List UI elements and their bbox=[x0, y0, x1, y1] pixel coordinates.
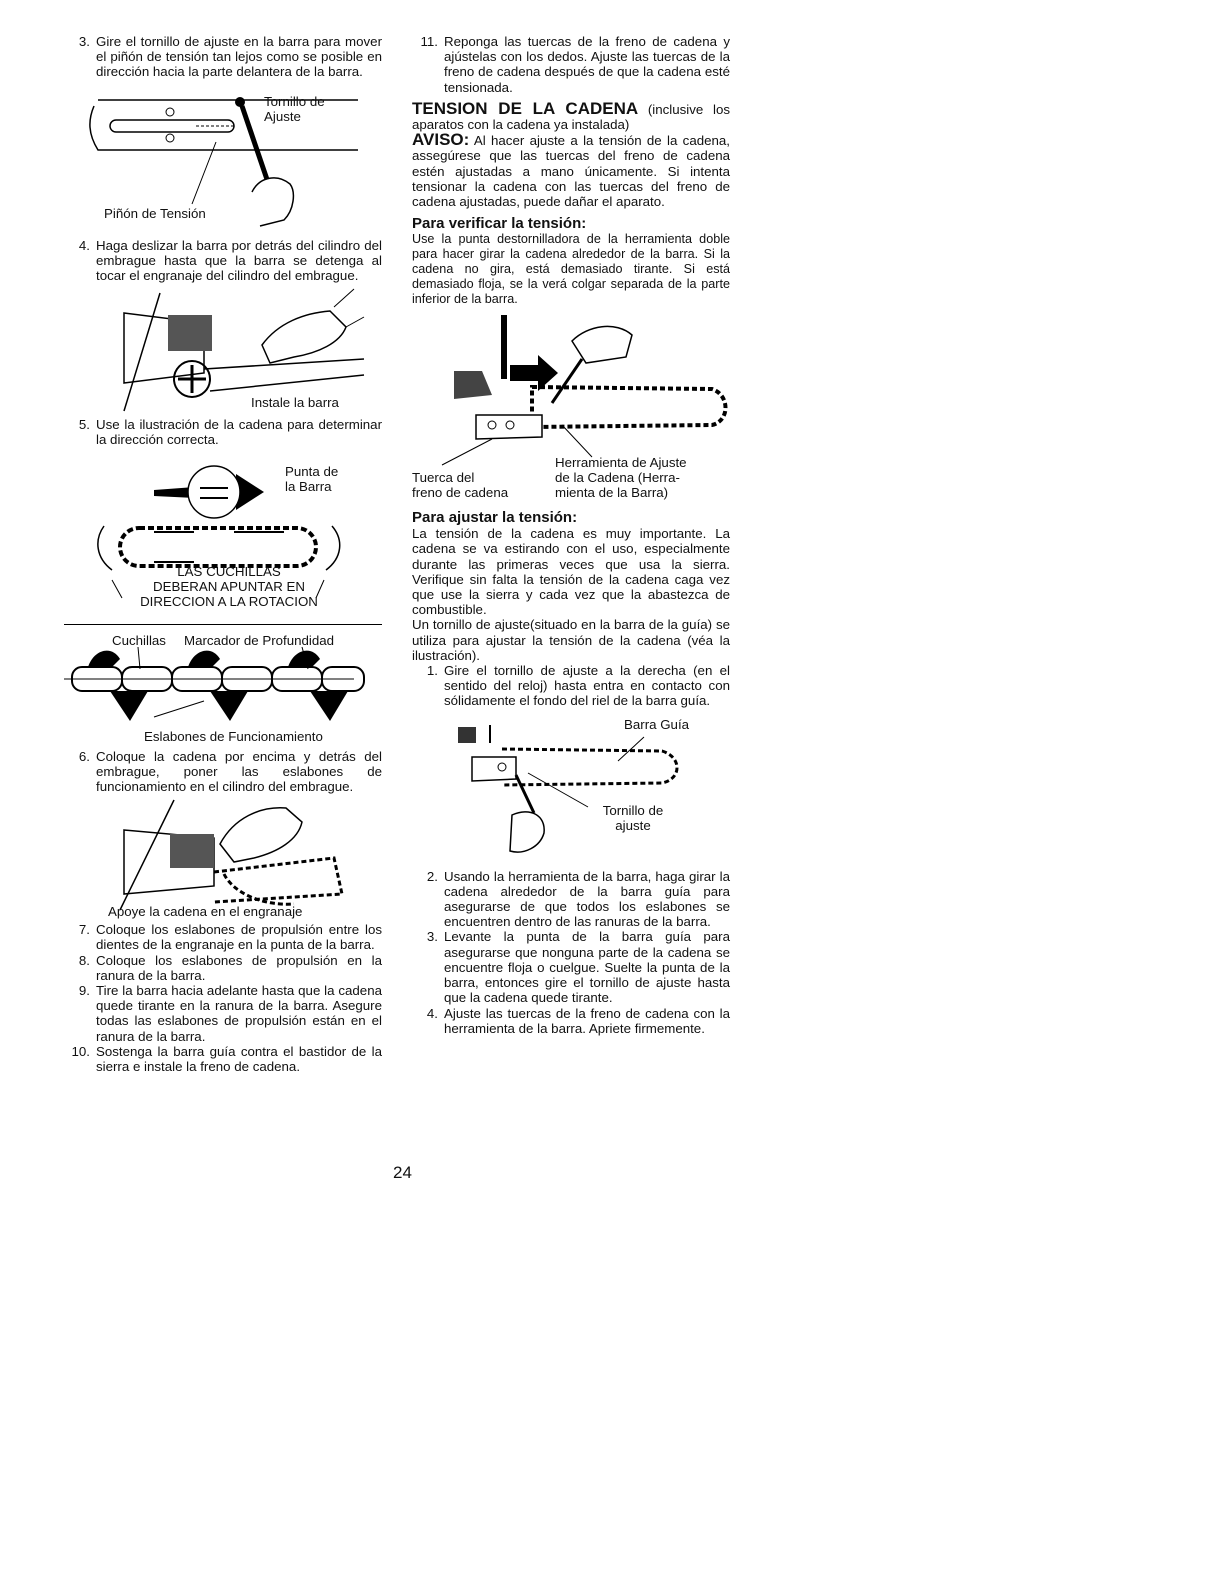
figure-guide-bar-screw bbox=[412, 717, 730, 865]
step-7: 7. Coloque los eslabones de propulsión entre los dientes de la engranaje en la punta de la barra. bbox=[78, 922, 382, 953]
heading-adjust-tension: Para ajustar la tensión: bbox=[412, 509, 578, 527]
heading-chain-tension-note: (inclusive los aparatos con la cadena ya instalada) bbox=[412, 101, 730, 133]
step-4: 4. Haga deslizar la barra por detrás del cilindro del embrague hasta que la barra se detenga al tocar el engranaje del cilindro del embrague. bbox=[78, 237, 382, 284]
adjust-step-1: 1. Gire el tornillo de ajuste a la derecha (en el sentido del reloj) hasta entra en contacto con sólidamente el fondo del riel de la barra guía. bbox=[426, 663, 730, 709]
caption-install-bar: Instale la barra bbox=[251, 395, 339, 411]
label-cutters: Cuchillas bbox=[112, 632, 166, 648]
figure-adjusting-screw bbox=[64, 80, 382, 232]
figure-chain-direction bbox=[64, 448, 382, 618]
label-depth-gauge: Marcador de Profundidad bbox=[184, 632, 335, 648]
left-column bbox=[64, 34, 382, 1074]
label-tension-pinion: Piñón de Tensión bbox=[104, 205, 206, 221]
heading-chain-tension: TENSION DE LA CADENA bbox=[412, 98, 639, 118]
section-chain-tension bbox=[412, 98, 730, 133]
label-chain-tool: Herramienta de Ajuste de la Cadena (Herra- mienta de la Barra) bbox=[555, 455, 687, 501]
install-bar-illustration bbox=[64, 283, 382, 413]
warning-paragraph bbox=[412, 132, 730, 209]
adjust-step-4: 4. Ajuste las tuercas de la freno de cadena con la herramienta de la barra. Apriete firmemente. bbox=[426, 1005, 730, 1036]
page-number: 24 bbox=[393, 1163, 412, 1182]
step-10: 10. Sostenga la barra guía contra el bastidor de la sierra e instale la freno de cadena. bbox=[71, 1043, 382, 1075]
figure-chain-on-sprocket bbox=[64, 794, 382, 920]
step-6: 6. Coloque la cadena por encima y detrás del embrague, poner las eslabones de funcionamiento en el cilindro del embrague. bbox=[78, 748, 382, 795]
label-guide-bar: Barra Guía bbox=[624, 716, 690, 732]
guide-bar-screw-illustration bbox=[412, 717, 730, 865]
label-bar-tip: Punta de la Barra bbox=[285, 463, 339, 494]
adjust-step-3: 3. Levante la punta de la barra guía para asegurarse que nonguna parte de la cadena se encuentre floja o cuelgue. Suelte la punta de la barra, entonces gire el tornillo de ajuste hasta que la cadena quede tirante. bbox=[426, 929, 730, 1006]
warning-text: Al hacer ajuste a la tensión de la cadena, assegúrese que las tuercas del freno de cadena estén ajustadas a mano únicamente. Si intenta tensionar la cadena con las tuercas del freno de cadena ajustadas, puede dañar el aparato. bbox=[412, 133, 730, 210]
warning-label: AVISO: bbox=[412, 130, 470, 150]
right-column bbox=[412, 34, 730, 1036]
verify-tension-text: Use la punta destornilladora de la herramienta doble para hacer girar la cadena alrededor de la barra. Si la cadena no gira, está demasiado tirante. Si está demasiado floja, se la verá colgar separada de la parte inferior de la barra. bbox=[412, 232, 730, 307]
label-brake-nut: Tuerca del freno de cadena bbox=[412, 470, 509, 501]
caption-cutter-direction: LAS CUCHILLAS DEBERAN APUNTAR EN DIRECCION A LA ROTACION bbox=[140, 563, 318, 610]
step-9: 9. Tire la barra hacia adelante hasta que la cadena quede tirante en la ranura de la barra. Asegure todas las eslabones de propulsión están en el ranura de la barra. bbox=[78, 983, 382, 1044]
caption-drive-links: Eslabones de Funcionamiento bbox=[144, 728, 323, 744]
adjust-tension-text-2: Un tornillo de ajuste(situado en la barra de la guía) se utiliza para ajustar la tensión de la cadena (véa la ilustración). bbox=[412, 617, 730, 663]
figure-chain-links bbox=[64, 625, 382, 745]
caption-chain-on-sprocket: Apoye la cadena en el engranaje bbox=[108, 904, 303, 920]
figure-tension-check bbox=[412, 315, 730, 501]
label-adjusting-screw: Tornillo de Ajuste bbox=[264, 93, 325, 124]
chain-on-sprocket-illustration bbox=[64, 794, 382, 920]
adjust-tension-text-1: La tensión de la cadena es muy importante. La cadena se va estirando con el uso, especialmente durante las primeras veces que usa la sierra. Verifique sin falta la tensión de la cadena caga vez que use la sierra y cada vez que la abastezca de combustible. bbox=[412, 526, 730, 618]
figure-install-bar bbox=[64, 283, 382, 413]
step-8: 8. Coloque los eslabones de propulsión en la ranura de la barra. bbox=[78, 952, 382, 983]
label-adjusting-screw-2: Tornillo de ajuste bbox=[602, 802, 664, 833]
heading-verify-tension: Para verificar la tensión: bbox=[412, 215, 587, 233]
adjust-step-2: 2. Usando la herramienta de la barra, haga girar la cadena alrededor de la barra guía para asegurarse de que todos los eslabones se encuentren dentro de las ranuras de la barra. bbox=[426, 868, 730, 930]
step-11: 11. Reponga las tuercas de la freno de cadena y ajústelas con los dedos. Ajuste las tuercas de la freno de cadena después de que la cadena esté tensionada. bbox=[420, 34, 730, 95]
step-5: 5. Use la ilustración de la cadena para determinar la dirección correcta. bbox=[78, 417, 382, 448]
step-3: 3. Gire el tornillo de ajuste en la barra para mover el piñón de tensión tan lejos como se posible en dirección hacia la parte delantera de la barra. bbox=[78, 34, 382, 80]
